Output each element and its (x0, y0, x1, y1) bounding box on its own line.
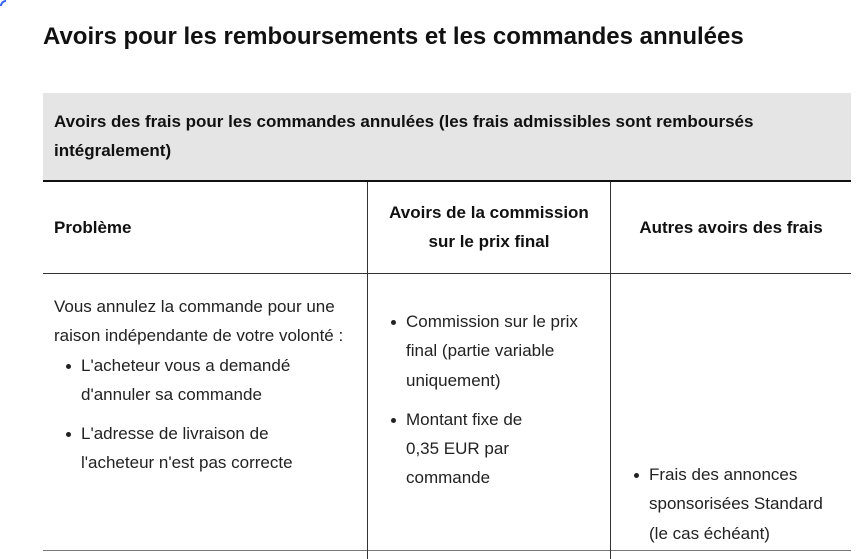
table-header-top-rule (43, 180, 851, 182)
list-item: Commission sur le prix final (partie variable uniquement) (406, 307, 602, 395)
table-header-bottom-rule (43, 273, 851, 274)
focus-corner (0, 0, 6, 6)
page-title: Avoirs pour les remboursements et les commandes annulées (43, 23, 744, 50)
cell-problem (54, 292, 359, 478)
list-item: L'acheteur vous a demandé d'annuler sa commande (81, 351, 331, 410)
header-commission-line1: Avoirs de la commission (389, 203, 589, 222)
list-item: Montant fixe de 0,35 EUR par commande (406, 405, 536, 493)
header-problem: Problème (54, 218, 132, 237)
cell-commission (406, 307, 602, 493)
header-commission-line2: sur le prix final (428, 232, 550, 251)
list-item: Frais des annonces sponsorisées Standard (le cas échéant) (649, 460, 844, 548)
commission-list (406, 307, 602, 493)
cell-other (649, 460, 844, 548)
table-caption: Avoirs des frais pour les commandes annulées (les frais admissibles sont remboursés intégralement) (43, 93, 851, 181)
problem-intro: Vous annulez la commande pour une raison indépendante de votre volonté : (54, 297, 344, 346)
list-item: L'adresse de livraison de l'acheteur n'est pas correcte (81, 419, 331, 478)
header-other: Autres avoirs des frais (639, 218, 823, 237)
other-list (649, 460, 844, 548)
table-row-bottom-rule (43, 550, 851, 551)
header-commission (368, 198, 610, 256)
problem-list (81, 351, 331, 478)
